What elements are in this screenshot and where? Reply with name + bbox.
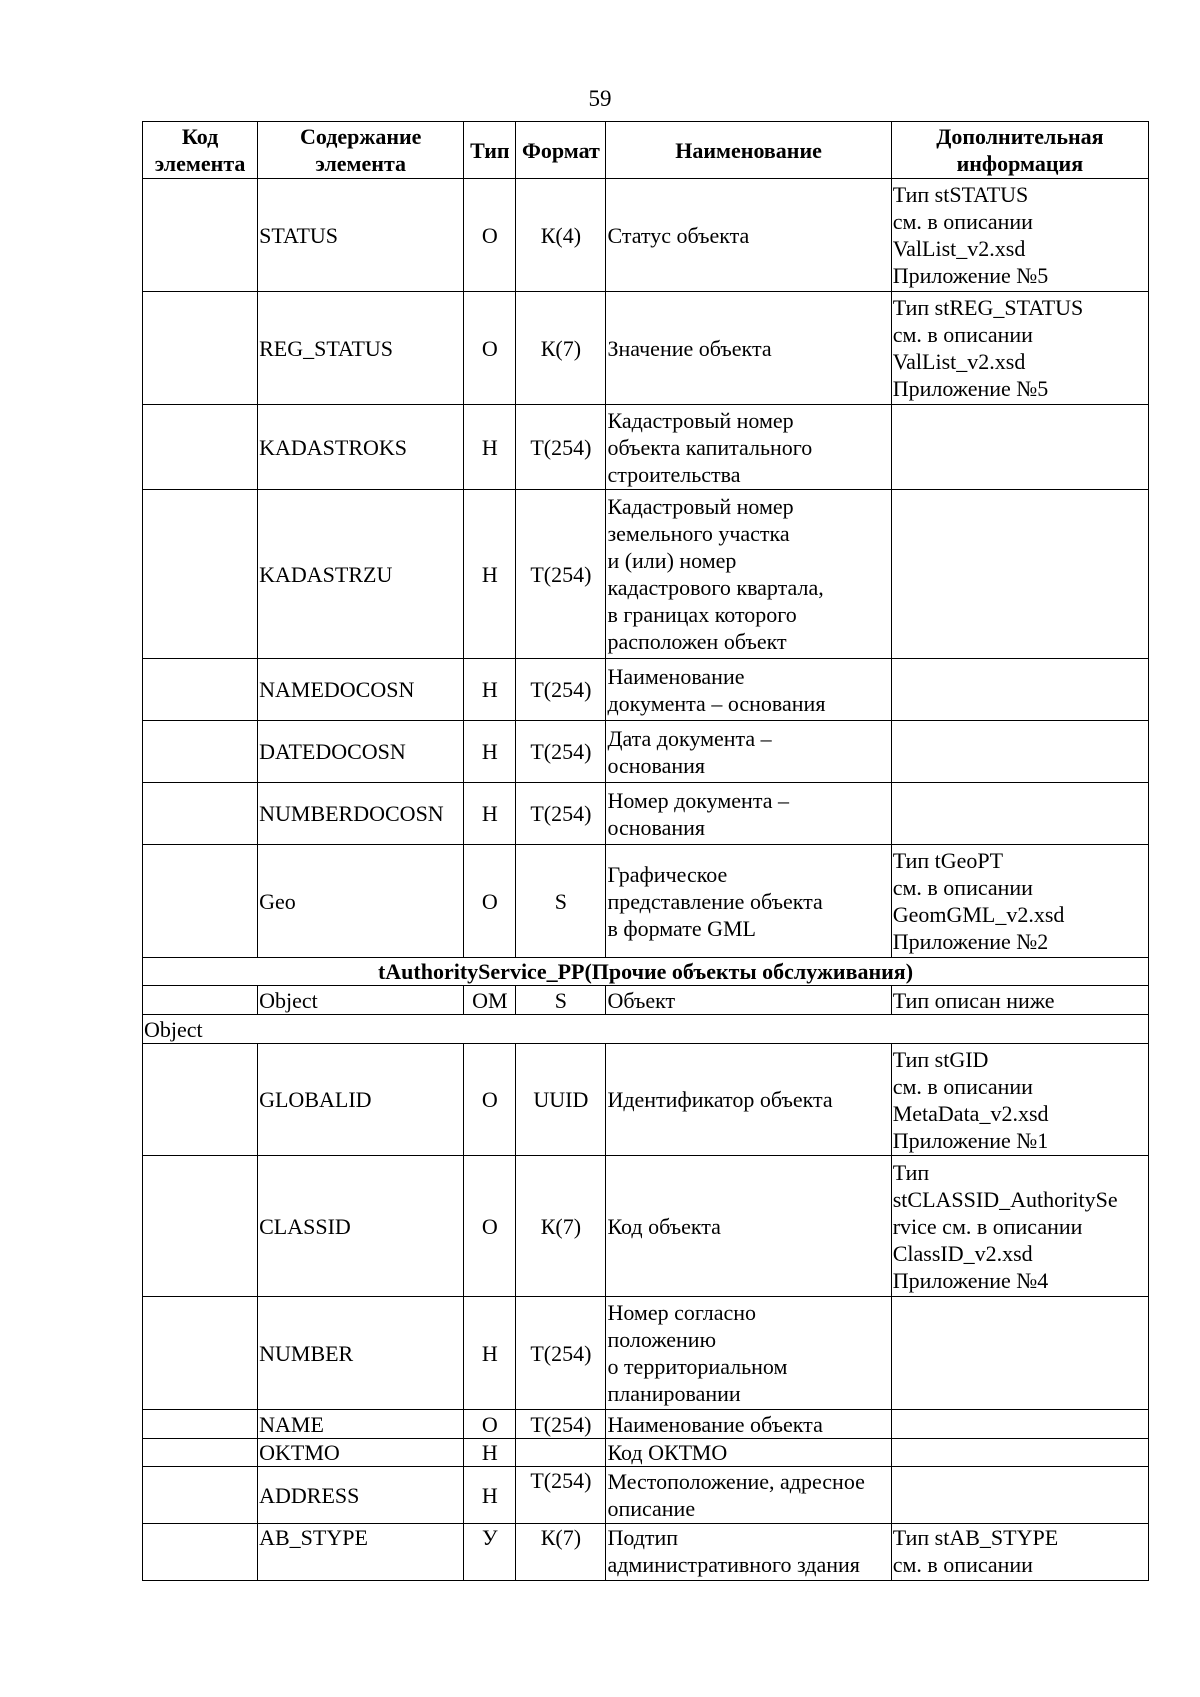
page-number: 59 <box>588 86 612 111</box>
format-cell: UUID <box>516 1044 606 1156</box>
code-cell <box>143 1044 258 1156</box>
name-cell: Кадастровый номер земельного участка и (или) номер кадастрового квартала, в границах которого расположен объект <box>606 490 891 659</box>
type-cell: Н <box>464 659 516 721</box>
name-cell: Графическое представление объекта в формате GML <box>606 845 891 958</box>
name-cell: Местоположение, адресное описание <box>606 1467 891 1524</box>
type-cell: О <box>464 845 516 958</box>
type-cell: Н <box>464 1297 516 1410</box>
section-title: tAuthorityService_PP(Прочие объекты обслуживания) <box>143 958 1149 986</box>
info-cell <box>891 721 1148 783</box>
table-row <box>143 986 1149 1015</box>
content-cell: OKTMO <box>258 1439 464 1467</box>
type-cell: О <box>464 179 516 292</box>
table-row <box>143 1044 1149 1156</box>
header-type: Тип <box>464 122 516 179</box>
type-cell: Н <box>464 783 516 845</box>
content-cell: KADASTROKS <box>258 405 464 490</box>
code-cell <box>143 1524 258 1581</box>
content-cell: Geo <box>258 845 464 958</box>
content-cell: NUMBERDOCOSN <box>258 783 464 845</box>
content-cell: CLASSID <box>258 1156 464 1297</box>
type-cell: Н <box>464 721 516 783</box>
table-row <box>143 659 1149 721</box>
type-cell: ОМ <box>464 986 516 1015</box>
info-cell <box>891 1297 1148 1410</box>
type-cell: Н <box>464 1439 516 1467</box>
code-cell <box>143 1156 258 1297</box>
info-cell: Тип stGID см. в описании MetaData_v2.xsd Приложение №1 <box>891 1044 1148 1156</box>
info-cell <box>891 1439 1148 1467</box>
info-cell <box>891 783 1148 845</box>
code-cell <box>143 845 258 958</box>
content-cell: NAME <box>258 1410 464 1439</box>
name-cell: Подтип административного здания <box>606 1524 891 1581</box>
format-cell: Т(254) <box>516 1297 606 1410</box>
info-cell <box>891 405 1148 490</box>
format-cell: Т(254) <box>516 783 606 845</box>
name-cell: Кадастровый номер объекта капитального строительства <box>606 405 891 490</box>
table-row <box>143 1524 1149 1581</box>
name-cell: Наименование документа – основания <box>606 659 891 721</box>
type-cell: У <box>464 1524 516 1581</box>
content-cell: AB_STYPE <box>258 1524 464 1581</box>
info-cell: Тип stAB_STYPE см. в описании <box>891 1524 1148 1581</box>
content-cell: GLOBALID <box>258 1044 464 1156</box>
type-cell: О <box>464 292 516 405</box>
code-cell <box>143 179 258 292</box>
type-cell: Н <box>464 1467 516 1524</box>
content-cell: NAMEDOCOSN <box>258 659 464 721</box>
info-cell: Тип stSTATUS см. в описании ValList_v2.xsd Приложение №5 <box>891 179 1148 292</box>
table-row <box>143 490 1149 659</box>
format-cell: К(7) <box>516 292 606 405</box>
code-cell <box>143 405 258 490</box>
info-cell: Тип stREG_STATUS см. в описании ValList_v2.xsd Приложение №5 <box>891 292 1148 405</box>
code-cell <box>143 292 258 405</box>
format-cell: S <box>516 845 606 958</box>
name-cell: Объект <box>606 986 891 1015</box>
format-cell: К(7) <box>516 1524 606 1581</box>
header-row <box>143 122 1149 179</box>
info-cell: Тип stCLASSID_AuthoritySe rvice см. в описании ClassID_v2.xsd Приложение №4 <box>891 1156 1148 1297</box>
name-cell: Код объекта <box>606 1156 891 1297</box>
code-cell <box>143 721 258 783</box>
code-cell <box>143 1439 258 1467</box>
content-cell: KADASTRZU <box>258 490 464 659</box>
table-row <box>143 1156 1149 1297</box>
code-cell <box>143 490 258 659</box>
type-cell: О <box>464 1156 516 1297</box>
content-cell: STATUS <box>258 179 464 292</box>
header-format: Формат <box>516 122 606 179</box>
info-cell <box>891 659 1148 721</box>
header-name: Наименование <box>606 122 891 179</box>
name-cell: Номер согласно положению о территориальном планировании <box>606 1297 891 1410</box>
format-cell: Т(254) <box>516 659 606 721</box>
type-cell: О <box>464 1044 516 1156</box>
header-content: Содержание элемента <box>258 122 464 179</box>
code-cell <box>143 1297 258 1410</box>
format-cell: Т(254) <box>516 721 606 783</box>
format-cell: Т(254) <box>516 1410 606 1439</box>
info-cell: Тип tGeoPT см. в описании GeomGML_v2.xsd Приложение №2 <box>891 845 1148 958</box>
format-cell: К(4) <box>516 179 606 292</box>
format-cell: К(7) <box>516 1156 606 1297</box>
content-cell: REG_STATUS <box>258 292 464 405</box>
type-cell: Н <box>464 490 516 659</box>
table-row <box>143 721 1149 783</box>
table-row <box>143 1410 1149 1439</box>
table-row <box>143 845 1149 958</box>
type-cell: Н <box>464 405 516 490</box>
name-cell: Статус объекта <box>606 179 891 292</box>
table-row <box>143 292 1149 405</box>
content-cell: NUMBER <box>258 1297 464 1410</box>
table-row <box>143 179 1149 292</box>
table-row <box>143 1297 1149 1410</box>
format-cell <box>516 1439 606 1467</box>
format-cell: Т(254) <box>516 490 606 659</box>
header-info: Дополнительная информация <box>891 122 1148 179</box>
code-cell <box>143 783 258 845</box>
name-cell: Дата документа – основания <box>606 721 891 783</box>
format-cell: S <box>516 986 606 1015</box>
section-row <box>143 958 1149 986</box>
table-row <box>143 1439 1149 1467</box>
group-label: Object <box>143 1015 1149 1044</box>
header-code: Код элемента <box>143 122 258 179</box>
format-cell: Т(254) <box>516 405 606 490</box>
specification-table <box>142 121 1149 1581</box>
table-row <box>143 1467 1149 1524</box>
format-cell: Т(254) <box>516 1467 606 1524</box>
table-row <box>143 405 1149 490</box>
code-cell <box>143 659 258 721</box>
code-cell <box>143 1410 258 1439</box>
code-cell <box>143 986 258 1015</box>
info-cell: Тип описан ниже <box>891 986 1148 1015</box>
content-cell: ADDRESS <box>258 1467 464 1524</box>
content-cell: DATEDOCOSN <box>258 721 464 783</box>
content-cell: Object <box>258 986 464 1015</box>
info-cell <box>891 1467 1148 1524</box>
name-cell: Наименование объекта <box>606 1410 891 1439</box>
table-row <box>143 783 1149 845</box>
name-cell: Номер документа – основания <box>606 783 891 845</box>
type-cell: О <box>464 1410 516 1439</box>
name-cell: Значение объекта <box>606 292 891 405</box>
code-cell <box>143 1467 258 1524</box>
info-cell <box>891 490 1148 659</box>
info-cell <box>891 1410 1148 1439</box>
name-cell: Код ОКТМО <box>606 1439 891 1467</box>
name-cell: Идентификатор объекта <box>606 1044 891 1156</box>
group-row <box>143 1015 1149 1044</box>
